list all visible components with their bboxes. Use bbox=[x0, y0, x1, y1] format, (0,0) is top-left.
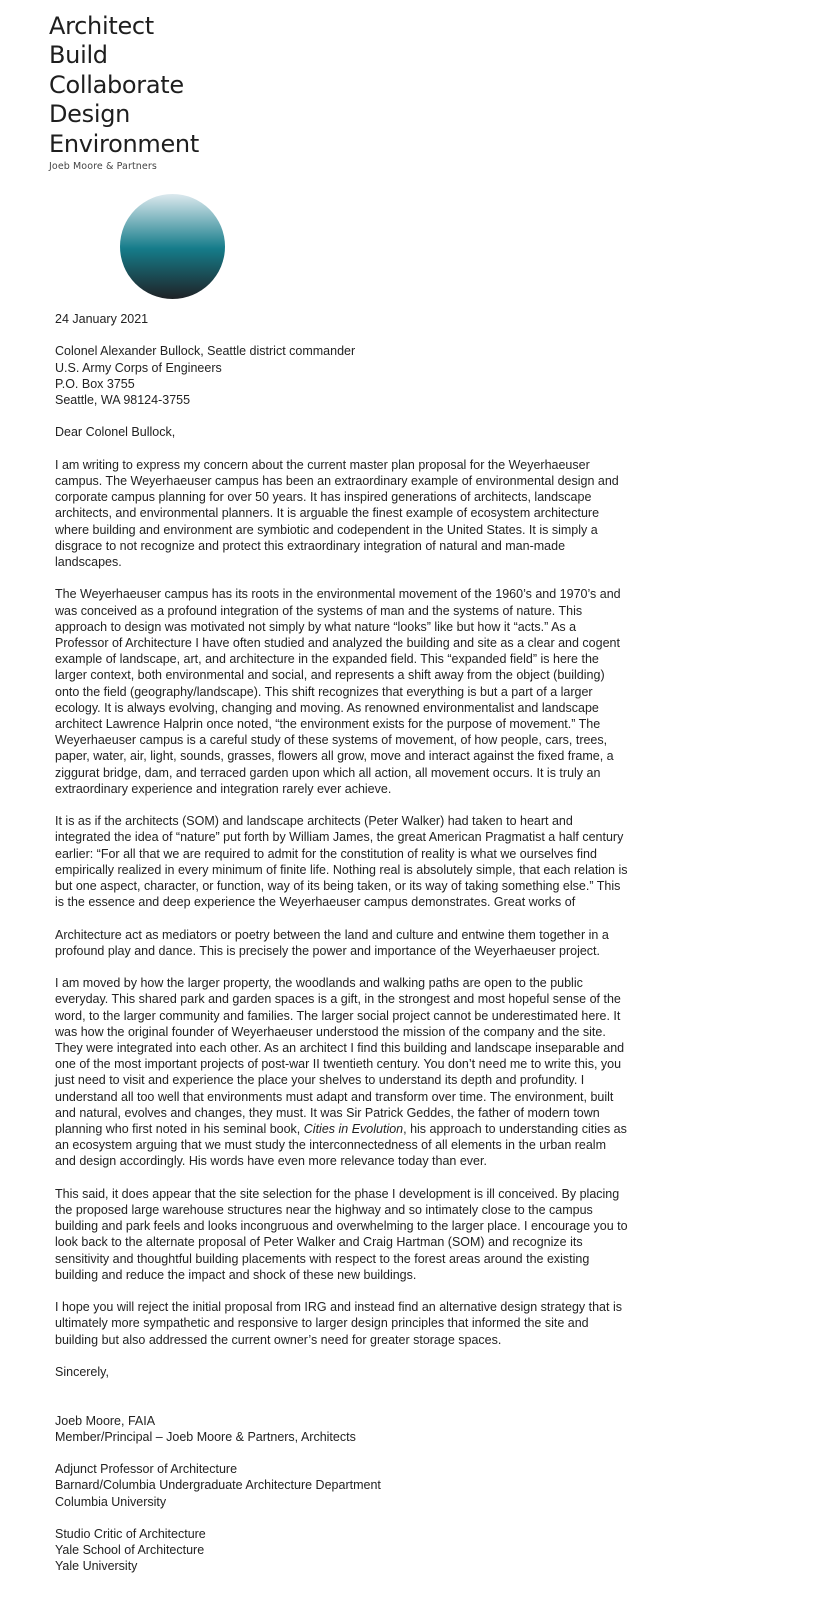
paragraph-line: is the essence and deep experience the Weyerhaeuser campus demonstrates. Great works of bbox=[55, 895, 576, 910]
firm-name: Joeb Moore & Partners bbox=[49, 161, 157, 173]
signature-group bbox=[55, 1526, 705, 1575]
closing: Sincerely, bbox=[55, 1365, 109, 1380]
signature-line: Studio Critic of Architecture bbox=[55, 1527, 206, 1542]
paragraph-line: everyday. This shared park and garden spaces is a gift, in the strongest and most hopeful sense of the bbox=[55, 992, 621, 1007]
body-paragraph bbox=[55, 813, 705, 910]
paragraph-line: look back to the alternate proposal of Peter Walker and Craig Hartman (SOM) and recognize its bbox=[55, 1235, 583, 1250]
letterhead-word: Collaborate bbox=[49, 70, 184, 99]
paragraph-line: an ecosystem arguing that we must study the interconnectedness of all elements in the urban realm bbox=[55, 1138, 606, 1153]
paragraph-line: understand all too well that environments must adapt and transform over time. The environment, built bbox=[55, 1089, 614, 1104]
paragraph-line: landscapes. bbox=[55, 555, 122, 569]
letter-body bbox=[55, 311, 705, 1575]
signature-line: Member/Principal – Joeb Moore & Partners, Architects bbox=[55, 1429, 356, 1444]
paragraph-line: Architecture act as mediators or poetry between the land and culture and entwine them together in a bbox=[55, 927, 609, 942]
paragraph-line: They were integrated into each other. As an architect I find this building and landscape inseparable and bbox=[55, 1041, 625, 1056]
letterhead bbox=[49, 12, 199, 173]
signature-line: Adjunct Professor of Architecture bbox=[55, 1462, 238, 1477]
letterhead-word: Architect bbox=[49, 12, 154, 40]
paragraph-line: profound play and dance. This is precisely the power and importance of the Weyerhaeuser project. bbox=[55, 943, 600, 958]
letterhead-word: Build bbox=[49, 41, 108, 70]
paragraph-line: just need to visit and experience the place your shelves to understand its depth and profundity. I bbox=[55, 1073, 585, 1088]
paragraph-line: It is as if the architects (SOM) and landscape architects (Peter Walker) had taken to heart and bbox=[55, 814, 573, 829]
signature-line: Barnard/Columbia Undergraduate Architecture Department bbox=[55, 1478, 381, 1493]
paragraph-line: The Weyerhaeuser campus has its roots in the environmental movement of the 1960’s and 1970’s and bbox=[55, 587, 621, 602]
signature-line: Yale University bbox=[55, 1559, 138, 1574]
body-paragraph bbox=[55, 1186, 705, 1283]
paragraph-line: I hope you will reject the initial proposal from IRG and instead find an alternative design strategy that is bbox=[55, 1300, 622, 1315]
paragraph-line: paper, water, air, light, sounds, grasses, flowers all grow, move and interact against the fixed frame, a bbox=[55, 749, 614, 764]
paragraph-line: planning who first noted in his seminal book, Cities in Evolution, his approach to understanding cities as bbox=[55, 1122, 627, 1137]
paragraph-line: I am moved by how the larger property, the woodlands and walking paths are open to the public bbox=[55, 976, 583, 991]
letter-date: 24 January 2021 bbox=[55, 312, 149, 326]
paragraph-line: earlier: “For all that we are required to admit for the constitution of reality is what we ourselves find bbox=[55, 846, 597, 861]
paragraph-line: This said, it does appear that the site selection for the phase I development is ill conceived. By placing bbox=[55, 1186, 620, 1201]
paragraph-line: ziggurat bridge, dam, and terraced garden upon which all action, all movement occurs. It is truly an bbox=[55, 765, 601, 780]
paragraph-line: where building and environment are symbiotic and codependent in the United States. It is simply a bbox=[55, 522, 598, 537]
paragraph-line: integrated the idea of “nature” put forth by William James, the great American Pragmatist a half century bbox=[55, 830, 624, 845]
paragraph-line: and design accordingly. His words have even more relevance today than ever. bbox=[55, 1154, 487, 1169]
signature-block bbox=[55, 1413, 705, 1575]
signature-line: Columbia University bbox=[55, 1494, 167, 1509]
paragraph-line: word, to the larger community and families. The larger social project cannot be underestimated here. It bbox=[55, 1008, 621, 1023]
paragraph-line: I am writing to express my concern about the current master plan proposal for the Weyerhaeuser bbox=[55, 457, 590, 472]
paragraph-line: Weyerhaeuser campus is a careful study of these systems of movement, of how people, cars, trees, bbox=[55, 733, 608, 748]
address-line: Seattle, WA 98124-3755 bbox=[55, 393, 191, 407]
paragraph-line: and natural, evolves and changes, they must. It was Sir Patrick Geddes, the father of modern town bbox=[55, 1105, 600, 1120]
salutation: Dear Colonel Bullock, bbox=[55, 425, 176, 440]
paragraph-line: approach to design was motivated not simply by what nature “looks” like but how it “acts.” As a bbox=[55, 619, 577, 634]
paragraph-line: building and reduce the impact and shock of these new buildings. bbox=[55, 1267, 417, 1282]
signature-line: Joeb Moore, FAIA bbox=[55, 1413, 156, 1428]
body-paragraph bbox=[55, 975, 705, 1169]
signature-group bbox=[55, 1413, 705, 1445]
signature-group bbox=[55, 1461, 705, 1510]
paragraph-line: architects, and environmental planners. It is arguable the finest example of ecosystem architecture bbox=[55, 506, 600, 521]
paragraph-line: onto the field (geography/landscape). This shift recognizes that everything is but a part of a larger bbox=[55, 684, 593, 699]
gradient-circle-logo-icon bbox=[120, 194, 225, 299]
paragraph-line: extraordinary experience and integration rarely ever achieve. bbox=[55, 781, 392, 796]
body-paragraph bbox=[55, 1299, 705, 1348]
body-paragraph bbox=[55, 586, 705, 797]
paragraph-line: corporate campus planning for over 50 years. It has inspired generations of architects, landscape bbox=[55, 490, 592, 505]
paragraph-line: disgrace to not recognize and protect this extraordinary integration of natural and man-made bbox=[55, 538, 566, 553]
paragraph-line: was how the original founder of Weyerhaeuser understood the mission of the company and the site. bbox=[55, 1024, 606, 1039]
paragraph-line: campus. The Weyerhaeuser campus has been an extraordinary example of environmental design and bbox=[55, 473, 619, 488]
paragraph-line: ultimately more sympathetic and responsive to larger design principles that informed the site and bbox=[55, 1316, 589, 1331]
paragraph-line: the proposed large warehouse structures near the highway and so intimately close to the campus bbox=[55, 1203, 593, 1218]
body-paragraph bbox=[55, 927, 705, 959]
paragraph-line: was conceived as a profound integration of the systems of man and the systems of nature. This bbox=[55, 603, 583, 618]
paragraph-line: larger context, both environmental and social, and represents a shift away from the object (building) bbox=[55, 668, 605, 683]
letterhead-word: Design bbox=[49, 100, 131, 129]
paragraph-line: building and park feels and looks incongruous and overwhelming to the larger place. I encourage you to bbox=[55, 1219, 628, 1234]
paragraph-line: ecology. It is always evolving, changing and moving. As renowned environmentalist and landscape bbox=[55, 700, 599, 715]
paragraph-line: architect Lawrence Halprin once noted, “the environment exists for the purpose of movement.” The bbox=[55, 717, 601, 732]
address-line: U.S. Army Corps of Engineers bbox=[55, 360, 222, 375]
signature-line: Yale School of Architecture bbox=[55, 1543, 205, 1558]
paragraph-line: empirically realized in every minimum of finite life. Nothing real is absolutely simple, that each relation is bbox=[55, 862, 628, 877]
address-line: Colonel Alexander Bullock, Seattle district commander bbox=[55, 344, 356, 359]
paragraph-line: one of the most important projects of post-war II twentieth century. You don’t need me to write this, you bbox=[55, 1057, 622, 1072]
address-line: P.O. Box 3755 bbox=[55, 376, 135, 391]
letterhead-word: Environment bbox=[49, 129, 199, 158]
letter-paragraphs bbox=[55, 457, 705, 1364]
paragraph-line: example of landscape, art, and architecture in the expanded field. This “expanded field” is here the bbox=[55, 652, 599, 667]
recipient-address bbox=[55, 343, 705, 408]
body-paragraph bbox=[55, 457, 705, 570]
paragraph-line: sensitivity and thoughtful building placements with respect to the forest areas around the existing bbox=[55, 1251, 590, 1266]
paragraph-line: building but also addressed the current owner’s need for greater storage spaces. bbox=[55, 1332, 502, 1347]
paragraph-line: but one aspect, character, or function, way of its being taken, or its way of taking something else.” This bbox=[55, 879, 621, 894]
paragraph-line: Professor of Architecture I have often studied and analyzed the building and site as a clear and cogent bbox=[55, 636, 620, 650]
